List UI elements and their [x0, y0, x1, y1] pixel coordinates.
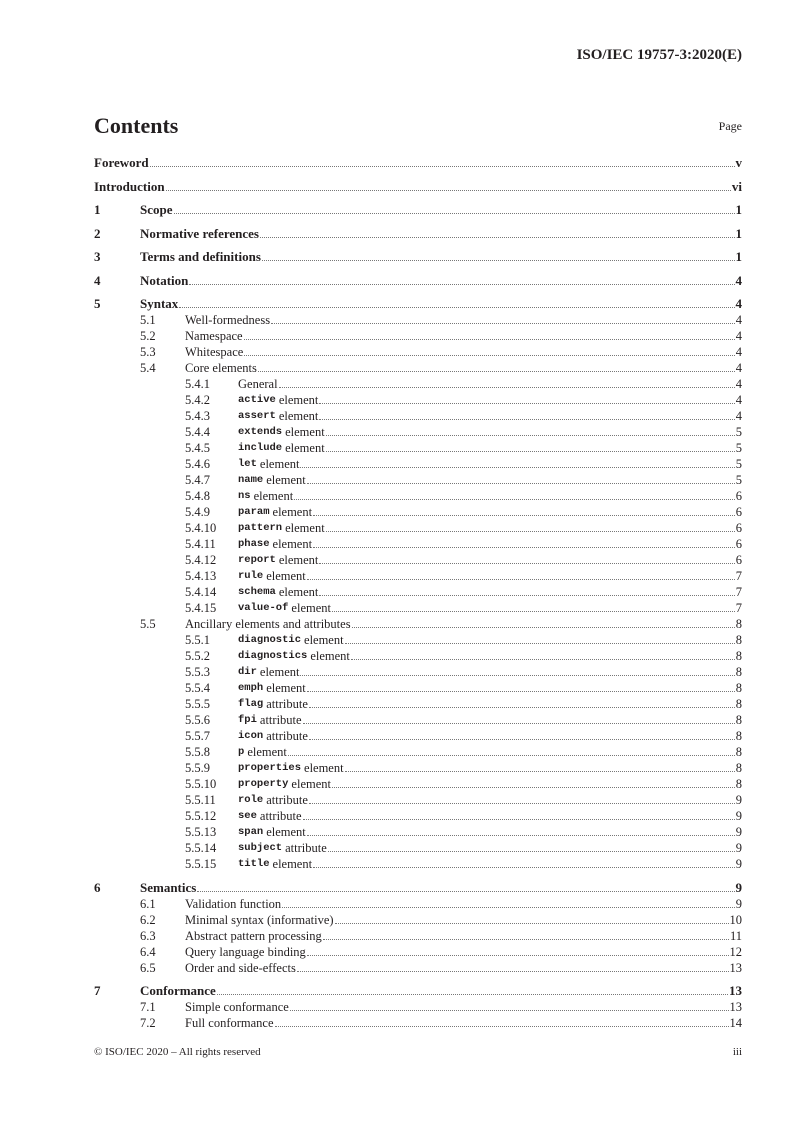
toc-entry[interactable] [0, 519, 742, 535]
toc-entry-code: active [238, 394, 276, 406]
toc-entry-title: element [278, 585, 319, 599]
dot-leader [262, 260, 735, 261]
dot-leader [197, 891, 734, 892]
toc-entry-number: 5 [94, 296, 101, 311]
toc-entry-page: 5 [735, 473, 742, 487]
toc-entry-number: 5.5.2 [185, 649, 210, 663]
toc-entry[interactable] [0, 178, 742, 194]
toc-entry-number: 5.5.3 [185, 665, 210, 679]
toc-entry-number: 5.4.11 [185, 537, 216, 551]
toc-entry[interactable] [0, 759, 742, 775]
toc-entry-title: Simple conformance [185, 1000, 289, 1014]
toc-entry-page: 9 [735, 841, 742, 855]
toc-entry-title: element [304, 633, 344, 647]
toc-entry-page: 1 [735, 249, 742, 264]
footer-copyright: © ISO/IEC 2020 – All rights reserved [94, 1046, 261, 1058]
toc-entry-number: 5.5.12 [185, 809, 217, 823]
dot-leader [332, 787, 735, 788]
dot-leader [313, 515, 735, 516]
toc-entry-number: 5.4.6 [185, 457, 210, 471]
dot-leader [307, 483, 735, 484]
toc-entry-number: 5.4 [140, 361, 156, 375]
toc-entry[interactable] [0, 455, 742, 471]
toc-entry[interactable] [0, 615, 742, 631]
toc-entry[interactable] [0, 791, 742, 807]
toc-entry-number: 6 [94, 879, 101, 895]
toc-entry-title: attribute [285, 841, 327, 855]
toc-entry-title: element [266, 569, 306, 583]
toc-entry-code: diagnostic [238, 634, 302, 646]
toc-entry-page: 1 [735, 202, 742, 217]
dot-leader [352, 627, 735, 628]
toc-entry[interactable] [0, 855, 742, 871]
page-title: Contents [94, 113, 179, 138]
toc-entry-title: General [238, 377, 278, 391]
toc-entry-title: Notation [140, 272, 189, 288]
toc-entry[interactable] [0, 343, 742, 359]
toc-entry-number: 5.5.7 [185, 729, 210, 743]
toc-entry-number: 6.1 [140, 896, 156, 911]
toc-entry-title: Core elements [185, 361, 257, 375]
toc-entry-page: 4 [735, 272, 742, 288]
toc-entry-title: Namespace [185, 329, 243, 343]
dot-leader [279, 387, 735, 388]
toc-entry-code: name [238, 474, 264, 486]
toc-entry-page: 4 [735, 361, 742, 375]
toc-entry[interactable] [0, 154, 742, 170]
toc-entry-title: Abstract pattern processing [185, 928, 322, 943]
toc-entry-title: Query language binding [185, 944, 306, 959]
toc-entry-number: 5.2 [140, 329, 156, 343]
toc-entry-code: assert [238, 410, 276, 422]
toc-entry-number: 7 [94, 983, 101, 998]
toc-entry-title: attribute [266, 729, 308, 743]
dot-leader [294, 499, 735, 500]
toc-entry-number: 6.5 [140, 960, 156, 975]
toc-entry-number: 5.5.8 [185, 745, 210, 759]
dot-leader [335, 923, 729, 924]
dot-leader [174, 213, 735, 214]
dot-leader [150, 166, 735, 167]
toc-entry[interactable] [0, 487, 742, 503]
toc-entry-number: 5.5.4 [185, 681, 210, 695]
toc-entry[interactable] [0, 327, 742, 343]
toc-entry-number: 5.3 [140, 345, 156, 359]
toc-entry-title: element [278, 409, 319, 423]
toc-entry[interactable] [0, 807, 742, 823]
toc-entry-title: Order and side-effects [185, 960, 296, 975]
toc-entry-page: 6 [735, 553, 742, 567]
toc-entry-page: 4 [735, 313, 742, 327]
toc-entry[interactable] [0, 943, 742, 959]
toc-entry-code: extends [238, 426, 283, 438]
toc-entry-title: element [266, 825, 306, 839]
toc-entry-title: element [285, 521, 325, 535]
toc-entry-number: 5.4.9 [185, 505, 210, 519]
toc-entry-number: 5.5.5 [185, 697, 210, 711]
toc-entry-page: 5 [735, 457, 742, 471]
toc-entry-number: 5.5.14 [185, 841, 217, 855]
toc-entry-page: v [735, 155, 742, 170]
toc-entry[interactable] [0, 927, 742, 943]
dot-leader [319, 419, 734, 420]
toc-entry[interactable] [0, 631, 742, 647]
toc-entry-code: fpi [238, 714, 257, 726]
toc-entry-page: 6 [735, 521, 742, 535]
dot-leader [217, 994, 728, 995]
toc-entry-title: element [310, 649, 350, 663]
dot-leader [282, 907, 735, 908]
toc-entry[interactable] [0, 439, 742, 455]
toc-entry-title: Syntax [140, 296, 179, 311]
toc-entry-page: 9 [735, 857, 742, 871]
toc-entry[interactable] [0, 743, 742, 759]
toc-entry-title: element [285, 425, 325, 439]
dot-leader [328, 851, 735, 852]
toc-entry[interactable] [0, 535, 742, 551]
toc-entry[interactable] [0, 225, 742, 241]
toc-entry-code: ns [238, 490, 251, 502]
dot-leader [309, 803, 735, 804]
toc-entry-number: 1 [94, 202, 101, 217]
toc-entry[interactable] [0, 695, 742, 711]
dot-leader [244, 355, 734, 356]
toc-entry[interactable] [0, 201, 742, 217]
footer-page-number: iii [732, 1046, 742, 1058]
toc-entry[interactable] [0, 583, 742, 599]
toc-entry-number: 5.4.13 [185, 569, 217, 583]
toc-entry-code: pattern [238, 522, 283, 534]
toc-entry-title: element [291, 601, 331, 615]
toc-entry-title: attribute [259, 713, 302, 727]
toc-entry-code: report [238, 554, 276, 566]
toc-entry[interactable] [0, 391, 742, 407]
toc-entry-title: element [253, 489, 294, 503]
toc-entry-number: 5.5.6 [185, 713, 210, 727]
toc-entry-number: 5.5 [140, 617, 156, 631]
dot-leader [307, 955, 729, 956]
toc-entry-title: Minimal syntax (informative) [185, 912, 334, 927]
toc-entry-code: flag [238, 698, 264, 710]
toc-entry[interactable] [0, 471, 742, 487]
dot-leader [319, 403, 734, 404]
toc-entry-title: Conformance [140, 983, 216, 998]
toc-entry-page: 9 [735, 896, 742, 911]
toc-entry-number: 5.4.7 [185, 473, 210, 487]
toc-entry-page: 6 [735, 537, 742, 551]
toc-entry-title: Whitespace [185, 345, 244, 359]
toc-entry-title: element [259, 457, 300, 471]
dot-leader [326, 531, 735, 532]
toc-entry-title: Scope [140, 202, 173, 217]
dot-leader [297, 971, 729, 972]
toc-entry-page: 4 [735, 345, 742, 359]
dot-leader [351, 659, 735, 660]
toc-entry-number: 5.5.9 [185, 761, 210, 775]
toc-entry-title: element [272, 505, 313, 519]
toc-entry-code: schema [238, 586, 276, 598]
toc-entry-title: element [278, 393, 319, 407]
toc-entry[interactable] [0, 647, 742, 663]
toc-entry-number: 5.4.5 [185, 441, 210, 455]
toc-entry[interactable] [0, 1014, 742, 1030]
toc-entry-page: 10 [729, 912, 742, 927]
toc-entry[interactable] [0, 911, 742, 927]
document-header: ISO/IEC 19757-3:2020(E) [576, 47, 742, 63]
toc-entry-title: Full conformance [185, 1016, 274, 1030]
page-column-label: Page [718, 119, 742, 133]
toc-entry[interactable] [0, 998, 742, 1014]
dot-leader [300, 675, 734, 676]
toc-entry[interactable] [0, 407, 742, 423]
toc-entry-number: 4 [94, 272, 101, 288]
toc-entry-number: 5.1 [140, 313, 156, 327]
toc-entry-code: let [238, 458, 257, 470]
toc-entry-title: Semantics [140, 879, 197, 895]
toc-entry[interactable] [0, 599, 742, 615]
toc-entry-page: 4 [735, 329, 742, 343]
toc-entry-page: 8 [735, 617, 742, 631]
dot-leader [271, 323, 735, 324]
toc-entry-code: subject [238, 842, 283, 854]
toc-entry[interactable] [0, 503, 742, 519]
dot-leader [275, 1026, 729, 1027]
toc-entry-title: element [266, 473, 306, 487]
toc-entry-number: 3 [94, 249, 101, 264]
toc-entry-number: 6.2 [140, 912, 156, 927]
toc-entry-page: 9 [735, 793, 742, 807]
toc-entry[interactable] [0, 551, 742, 567]
toc-entry-page: vi [731, 178, 742, 194]
toc-entry-title: element [285, 441, 325, 455]
toc-entry-page: 8 [735, 729, 742, 743]
toc-entry[interactable] [0, 567, 742, 583]
toc-entry-page: 4 [735, 296, 742, 311]
toc-entry-title: element [266, 681, 306, 695]
toc-entry[interactable] [0, 727, 742, 743]
toc-entry-page: 8 [735, 745, 742, 759]
toc-entry-title: attribute [266, 793, 308, 807]
toc-entry[interactable] [0, 711, 742, 727]
toc-entry-number: 5.5.10 [185, 777, 217, 791]
dot-leader [319, 563, 734, 564]
dot-leader [332, 611, 735, 612]
toc-entry-number: 2 [94, 225, 101, 241]
toc-entry-code: properties [238, 762, 302, 774]
toc-entry-number: 5.4.4 [185, 425, 210, 439]
toc-entry[interactable] [0, 679, 742, 695]
toc-entry-page: 8 [735, 665, 742, 679]
toc-entry-code: param [238, 506, 270, 518]
toc-entry-page: 8 [735, 681, 742, 695]
toc-entry[interactable] [0, 272, 742, 288]
toc-entry[interactable] [0, 359, 742, 375]
toc-entry-page: 5 [735, 441, 742, 455]
toc-entry-page: 4 [735, 393, 742, 407]
dot-leader [345, 771, 735, 772]
toc-entry-title: element [304, 761, 344, 775]
toc-entry-page: 7 [735, 585, 742, 599]
dot-leader [307, 579, 735, 580]
toc-entry-code: value-of [238, 602, 289, 614]
toc-entry-code: icon [238, 730, 264, 742]
toc-entry-title: element [278, 553, 319, 567]
dot-leader [288, 755, 735, 756]
toc-entry[interactable] [0, 982, 742, 998]
toc-entry-number: 5.4.8 [185, 489, 210, 503]
toc-entry-page: 8 [735, 649, 742, 663]
toc-entry-number: 7.2 [140, 1016, 156, 1030]
toc-entry-number: 5.5.1 [185, 633, 210, 647]
toc-entry-code: phase [238, 538, 270, 550]
toc-entry[interactable] [0, 375, 742, 391]
toc-entry-number: 5.4.10 [185, 521, 217, 535]
dot-leader [345, 643, 735, 644]
toc-entry-page: 5 [735, 425, 742, 439]
dot-leader [260, 237, 735, 238]
dot-leader [244, 339, 735, 340]
toc-entry-page: 7 [735, 601, 742, 615]
toc-entry-number: 5.5.15 [185, 857, 217, 871]
toc-entry-page: 8 [735, 761, 742, 775]
toc-entry-page: 1 [735, 225, 742, 241]
toc-entry-title: Ancillary elements and attributes [185, 617, 351, 631]
toc-entry-code: diagnostics [238, 650, 308, 662]
dot-leader [307, 691, 735, 692]
toc-entry-code: emph [238, 682, 264, 694]
toc-entry[interactable] [0, 311, 742, 327]
toc-entry-code: see [238, 810, 257, 822]
toc-entry-code: dir [238, 666, 257, 678]
toc-entry-code: rule [238, 570, 264, 582]
toc-entry-title: Validation function [185, 896, 282, 911]
toc-entry[interactable] [0, 823, 742, 839]
toc-entry-code: p [238, 746, 245, 758]
toc-entry-page: 13 [729, 960, 742, 975]
toc-entry-code: role [238, 794, 264, 806]
dot-leader [300, 467, 734, 468]
toc-entry-page: 4 [735, 377, 742, 391]
toc-entry-title: element [291, 777, 331, 791]
dot-leader [307, 835, 735, 836]
dot-leader [303, 819, 735, 820]
toc-entry-page: 8 [735, 697, 742, 711]
dot-leader [309, 707, 735, 708]
toc-entry[interactable] [0, 895, 742, 911]
dot-leader [309, 739, 735, 740]
toc-entry-code: title [238, 858, 270, 870]
toc-entry-number: 5.4.1 [185, 377, 210, 391]
toc-entry-page: 8 [735, 633, 742, 647]
toc-entry[interactable] [0, 423, 742, 439]
toc-entry-page: 14 [729, 1016, 742, 1030]
toc-entry-title: element [259, 665, 300, 679]
dot-leader [258, 371, 735, 372]
dot-leader [326, 435, 735, 436]
toc-entry-page: 8 [735, 713, 742, 727]
toc-entry-title: element [247, 745, 287, 759]
dot-leader [179, 307, 734, 308]
toc-entry-code: include [238, 442, 283, 454]
toc-entry-title: Normative references [140, 225, 259, 241]
toc-entry-page: 11 [729, 928, 742, 943]
toc-entry-page: 4 [735, 409, 742, 423]
toc-entry-number: 7.1 [140, 1000, 156, 1014]
toc-entry-number: 5.5.13 [185, 825, 217, 839]
toc-entry[interactable] [0, 959, 742, 975]
toc-entry-page: 12 [729, 944, 742, 959]
toc-entry-number: 5.4.3 [185, 409, 210, 423]
toc-entry-number: 5.4.15 [185, 601, 217, 615]
toc-entry-title: element [272, 537, 313, 551]
toc-entry-title: Introduction [94, 178, 165, 194]
toc-entry-page: 13 [729, 983, 742, 998]
toc-entry-page: 9 [735, 825, 742, 839]
toc-entry-page: 6 [735, 505, 742, 519]
dot-leader [313, 867, 735, 868]
dot-leader [290, 1010, 729, 1011]
dot-leader [313, 547, 735, 548]
toc-entry-page: 9 [735, 879, 742, 895]
toc-entry-number: 6.3 [140, 928, 156, 943]
dot-leader [303, 723, 735, 724]
toc-entry-number: 5.5.11 [185, 793, 216, 807]
toc-entry-page: 6 [735, 489, 742, 503]
toc-entry-title: Terms and definitions [140, 249, 261, 264]
toc-entry-page: 8 [735, 777, 742, 791]
toc-entry-title: attribute [266, 697, 308, 711]
dot-leader [326, 451, 735, 452]
toc-entry[interactable] [0, 839, 742, 855]
toc-entry[interactable] [0, 295, 742, 311]
toc-entry-number: 5.4.12 [185, 553, 217, 567]
dot-leader [319, 595, 734, 596]
toc-entry[interactable] [0, 775, 742, 791]
toc-entry-code: property [238, 778, 289, 790]
toc-entry-number: 5.4.14 [185, 585, 217, 599]
toc-entry-code: span [238, 826, 264, 838]
toc-entry-page: 7 [735, 569, 742, 583]
dot-leader [166, 190, 731, 191]
toc-entry-page: 9 [735, 809, 742, 823]
toc-entry-title: attribute [259, 809, 302, 823]
toc-entry-title: Foreword [94, 155, 149, 170]
toc-entry-page: 13 [729, 1000, 742, 1014]
toc-entry-title: Well-formedness [185, 313, 271, 327]
toc-entry[interactable] [0, 248, 742, 264]
toc-entry[interactable] [0, 879, 742, 895]
toc-entry[interactable] [0, 663, 742, 679]
toc-entry-number: 6.4 [140, 944, 156, 959]
toc-entry-number: 5.4.2 [185, 393, 210, 407]
dot-leader [189, 284, 734, 285]
dot-leader [323, 939, 729, 940]
toc-entry-title: element [272, 857, 313, 871]
